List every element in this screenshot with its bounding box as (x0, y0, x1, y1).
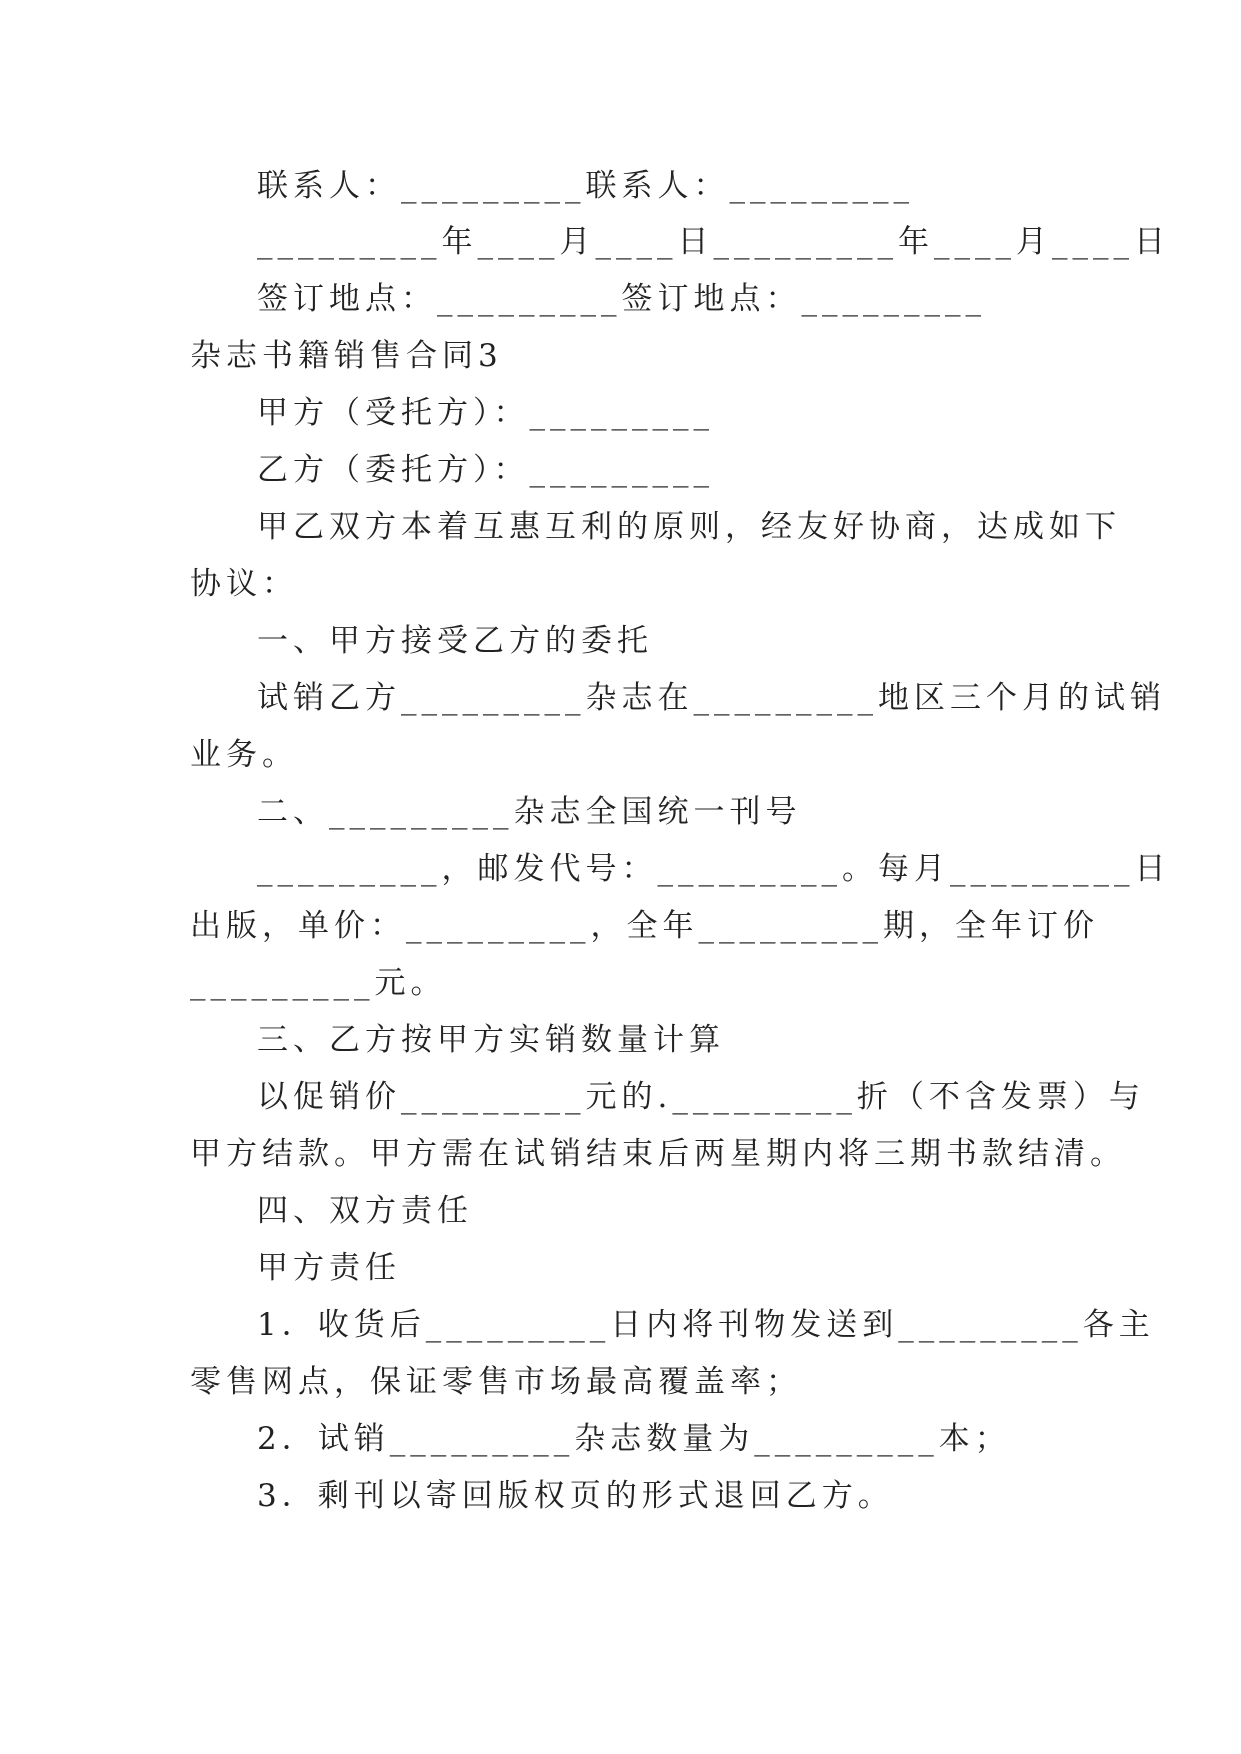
signature-date-line: _________年____月____日_________年____月____日 (257, 224, 1170, 260)
paragraph-line: 协议： (190, 566, 298, 602)
paragraph-line: 试销乙方_________杂志在_________地区三个月的试销 (257, 680, 1166, 716)
signature-place-line: 签订地点：_________签订地点：_________ (257, 281, 986, 317)
section-heading: 二、_________杂志全国统一刊号 (257, 794, 802, 830)
party-b-line: 乙方（委托方）：_________ (257, 452, 714, 488)
paragraph-line: 甲乙双方本着互惠互利的原则，经友好协商，达成如下 (257, 509, 1121, 545)
list-item: 3．剩刊以寄回版权页的形式退回乙方。 (257, 1478, 894, 1514)
paragraph-line: 业务。 (190, 737, 298, 773)
section-heading: 四、双方责任 (257, 1193, 473, 1229)
section-heading: 一、甲方接受乙方的委托 (257, 623, 653, 659)
list-item: 1．收货后_________日内将刊物发送到_________各主 (257, 1307, 1155, 1343)
subsection-heading: 甲方责任 (257, 1250, 401, 1286)
paragraph-line: 以促销价_________元的._________折（不含发票）与 (257, 1079, 1145, 1115)
paragraph-line: 出版，单价：_________，全年_________期，全年订价 (190, 908, 1099, 944)
paragraph-line: _________，邮发代号：_________。每月_________日 (257, 851, 1171, 887)
section-heading: 三、乙方按甲方实销数量计算 (257, 1022, 725, 1058)
paragraph-line: 甲方结款。甲方需在试销结束后两星期内将三期书款结清。 (190, 1136, 1126, 1172)
paragraph-line: 零售网点，保证零售市场最高覆盖率； (190, 1364, 802, 1400)
contract-title: 杂志书籍销售合同3 (190, 338, 503, 374)
signature-contact-line: 联系人：_________联系人：_________ (257, 168, 914, 204)
paragraph-line: _________元。 (190, 965, 447, 1001)
party-a-line: 甲方（受托方）：_________ (257, 395, 714, 431)
list-item: 2．试销_________杂志数量为_________本； (257, 1421, 1011, 1457)
